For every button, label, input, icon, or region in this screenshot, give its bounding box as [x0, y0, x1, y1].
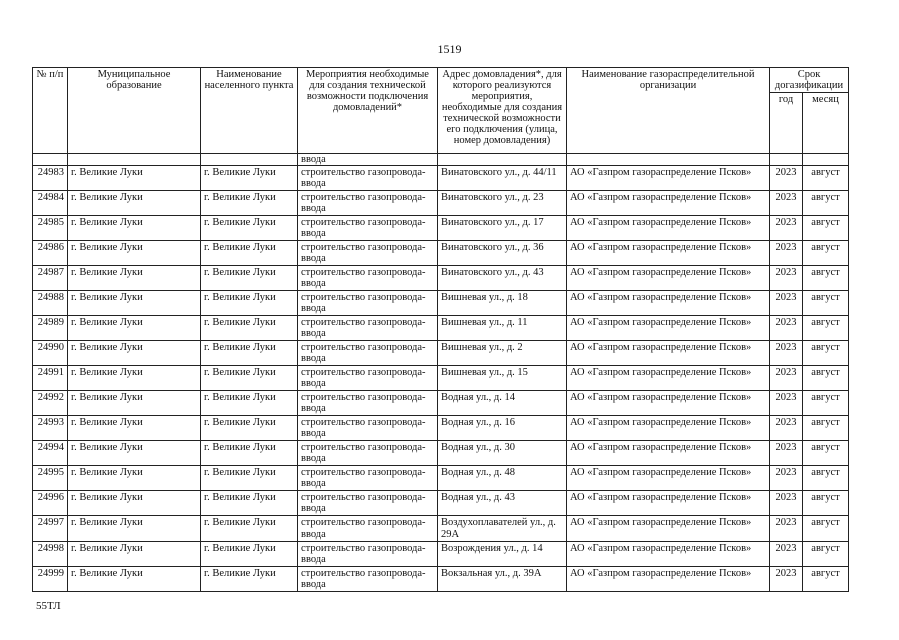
month-cell: август [803, 216, 849, 241]
measure-cell: строительство газопровода-ввода [298, 216, 438, 241]
municipality-cell: г. Великие Луки [68, 266, 201, 291]
year-cell: 2023 [770, 541, 803, 566]
header-org: Наименование газораспределительной организации [567, 68, 770, 154]
org-cell: АО «Газпром газораспределение Псков» [567, 416, 770, 441]
month-cell: август [803, 291, 849, 316]
org-cell: АО «Газпром газораспределение Псков» [567, 166, 770, 191]
row-number: 24996 [33, 491, 68, 516]
month-cell: август [803, 266, 849, 291]
year-cell: 2023 [770, 241, 803, 266]
year-cell: 2023 [770, 166, 803, 191]
settlement-cell: г. Великие Луки [201, 566, 298, 591]
measure-cell: строительство газопровода-ввода [298, 291, 438, 316]
month-cell: август [803, 391, 849, 416]
row-number: 24997 [33, 516, 68, 541]
row-number: 24983 [33, 166, 68, 191]
table-body [33, 154, 849, 592]
year-cell: 2023 [770, 416, 803, 441]
settlement-cell: г. Великие Луки [201, 366, 298, 391]
row-number: 24989 [33, 316, 68, 341]
month-cell: август [803, 366, 849, 391]
header-measures: Мероприятия необходимые для создания технической возможности подключения домовладений* [298, 68, 438, 154]
measure-cell: строительство газопровода-ввода [298, 241, 438, 266]
row-number: 24988 [33, 291, 68, 316]
settlement-cell: г. Великие Луки [201, 341, 298, 366]
month-cell: август [803, 316, 849, 341]
org-cell: АО «Газпром газораспределение Псков» [567, 541, 770, 566]
org-cell: АО «Газпром газораспределение Псков» [567, 516, 770, 541]
table-row [33, 466, 849, 491]
table-row [33, 191, 849, 216]
settlement-cell: г. Великие Луки [201, 466, 298, 491]
settlement-cell: г. Великие Луки [201, 316, 298, 341]
table-row [33, 566, 849, 591]
measure-cell: строительство газопровода-ввода [298, 266, 438, 291]
measure-cell: строительство газопровода-ввода [298, 416, 438, 441]
municipality-cell: г. Великие Луки [68, 366, 201, 391]
address-cell: Винатовского ул., д. 44/11 [438, 166, 567, 191]
settlement-cell: г. Великие Луки [201, 191, 298, 216]
municipality-cell: г. Великие Луки [68, 291, 201, 316]
address-cell: Водная ул., д. 16 [438, 416, 567, 441]
month-cell: август [803, 341, 849, 366]
address-cell: Водная ул., д. 30 [438, 441, 567, 466]
header-settlement: Наименование населенного пункта [201, 68, 298, 154]
settlement-cell: г. Великие Луки [201, 416, 298, 441]
measure-cell: строительство газопровода-ввода [298, 491, 438, 516]
measure-cell: строительство газопровода-ввода [298, 191, 438, 216]
row-number: 24993 [33, 416, 68, 441]
settlement-cell: г. Великие Луки [201, 166, 298, 191]
municipality-cell: г. Великие Луки [68, 491, 201, 516]
year-cell: 2023 [770, 391, 803, 416]
table-row [33, 416, 849, 441]
measure-cell: строительство газопровода-ввода [298, 566, 438, 591]
footer-code: 55ТЛ [36, 600, 61, 612]
address-cell: Водная ул., д. 43 [438, 491, 567, 516]
month-cell: август [803, 491, 849, 516]
address-cell: Винатовского ул., д. 23 [438, 191, 567, 216]
address-cell: Водная ул., д. 14 [438, 391, 567, 416]
month-cell: август [803, 566, 849, 591]
address-cell: Вишневая ул., д. 15 [438, 366, 567, 391]
month-cell: август [803, 541, 849, 566]
municipality-cell: г. Великие Луки [68, 466, 201, 491]
year-cell: 2023 [770, 341, 803, 366]
measure-cell: строительство газопровода-ввода [298, 341, 438, 366]
month-cell: август [803, 516, 849, 541]
settlement-cell: г. Великие Луки [201, 516, 298, 541]
table-row [33, 266, 849, 291]
measure-cell: строительство газопровода-ввода [298, 516, 438, 541]
gasification-table [32, 67, 849, 592]
year-cell: 2023 [770, 566, 803, 591]
row-number: 24985 [33, 216, 68, 241]
address-cell: Винатовского ул., д. 43 [438, 266, 567, 291]
org-cell: АО «Газпром газораспределение Псков» [567, 566, 770, 591]
year-cell: 2023 [770, 516, 803, 541]
row-number: 24992 [33, 391, 68, 416]
address-cell: Вокзальная ул., д. 39А [438, 566, 567, 591]
settlement-cell: г. Великие Луки [201, 441, 298, 466]
measure-cell: строительство газопровода-ввода [298, 316, 438, 341]
table-row [33, 516, 849, 541]
measure-cell: строительство газопровода-ввода [298, 391, 438, 416]
row-number: 24986 [33, 241, 68, 266]
municipality-cell: г. Великие Луки [68, 391, 201, 416]
org-cell: АО «Газпром газораспределение Псков» [567, 491, 770, 516]
table-row [33, 366, 849, 391]
header-municipality: Муниципальное образование [68, 68, 201, 154]
row-number: 24991 [33, 366, 68, 391]
org-cell: АО «Газпром газораспределение Псков» [567, 216, 770, 241]
municipality-cell: г. Великие Луки [68, 341, 201, 366]
address-cell: Вишневая ул., д. 11 [438, 316, 567, 341]
continuation-row [33, 154, 849, 166]
table-row [33, 241, 849, 266]
year-cell: 2023 [770, 441, 803, 466]
settlement-cell: г. Великие Луки [201, 391, 298, 416]
address-cell: Вишневая ул., д. 2 [438, 341, 567, 366]
municipality-cell: г. Великие Луки [68, 216, 201, 241]
header-month: месяц [803, 93, 849, 154]
settlement-cell: г. Великие Луки [201, 291, 298, 316]
org-cell: АО «Газпром газораспределение Псков» [567, 241, 770, 266]
org-cell: АО «Газпром газораспределение Псков» [567, 291, 770, 316]
table-row [33, 216, 849, 241]
org-cell: АО «Газпром газораспределение Псков» [567, 191, 770, 216]
year-cell: 2023 [770, 316, 803, 341]
year-cell: 2023 [770, 266, 803, 291]
month-cell: август [803, 466, 849, 491]
org-cell: АО «Газпром газораспределение Псков» [567, 441, 770, 466]
municipality-cell: г. Великие Луки [68, 541, 201, 566]
address-cell: Воздухоплавателей ул., д. 29А [438, 516, 567, 541]
measure-cell: строительство газопровода-ввода [298, 441, 438, 466]
org-cell: АО «Газпром газораспределение Псков» [567, 341, 770, 366]
row-number: 24990 [33, 341, 68, 366]
row-number: 24998 [33, 541, 68, 566]
continuation-text: ввода [298, 154, 438, 166]
measure-cell: строительство газопровода-ввода [298, 466, 438, 491]
month-cell: август [803, 241, 849, 266]
settlement-cell: г. Великие Луки [201, 491, 298, 516]
year-cell: 2023 [770, 191, 803, 216]
settlement-cell: г. Великие Луки [201, 266, 298, 291]
settlement-cell: г. Великие Луки [201, 216, 298, 241]
municipality-cell: г. Великие Луки [68, 516, 201, 541]
org-cell: АО «Газпром газораспределение Псков» [567, 391, 770, 416]
table-row [33, 541, 849, 566]
row-number: 24987 [33, 266, 68, 291]
measure-cell: строительство газопровода-ввода [298, 366, 438, 391]
municipality-cell: г. Великие Луки [68, 416, 201, 441]
year-cell: 2023 [770, 491, 803, 516]
address-cell: Винатовского ул., д. 36 [438, 241, 567, 266]
year-cell: 2023 [770, 291, 803, 316]
table-row [33, 166, 849, 191]
settlement-cell: г. Великие Луки [201, 241, 298, 266]
header-term: Срок догазификации [770, 68, 849, 93]
municipality-cell: г. Великие Луки [68, 441, 201, 466]
org-cell: АО «Газпром газораспределение Псков» [567, 316, 770, 341]
row-number: 24994 [33, 441, 68, 466]
header-year: год [770, 93, 803, 154]
address-cell: Винатовского ул., д. 17 [438, 216, 567, 241]
month-cell: август [803, 166, 849, 191]
table-row [33, 341, 849, 366]
settlement-cell: г. Великие Луки [201, 541, 298, 566]
year-cell: 2023 [770, 366, 803, 391]
table-row [33, 291, 849, 316]
year-cell: 2023 [770, 216, 803, 241]
municipality-cell: г. Великие Луки [68, 566, 201, 591]
page-number: 1519 [437, 42, 462, 56]
org-cell: АО «Газпром газораспределение Псков» [567, 466, 770, 491]
table-row [33, 316, 849, 341]
table-row [33, 491, 849, 516]
municipality-cell: г. Великие Луки [68, 316, 201, 341]
address-cell: Вишневая ул., д. 18 [438, 291, 567, 316]
org-cell: АО «Газпром газораспределение Псков» [567, 366, 770, 391]
municipality-cell: г. Великие Луки [68, 166, 201, 191]
org-cell: АО «Газпром газораспределение Псков» [567, 266, 770, 291]
measure-cell: строительство газопровода-ввода [298, 541, 438, 566]
month-cell: август [803, 416, 849, 441]
address-cell: Водная ул., д. 48 [438, 466, 567, 491]
municipality-cell: г. Великие Луки [68, 241, 201, 266]
month-cell: август [803, 441, 849, 466]
table-row [33, 441, 849, 466]
table-row [33, 391, 849, 416]
month-cell: август [803, 191, 849, 216]
measure-cell: строительство газопровода-ввода [298, 166, 438, 191]
municipality-cell: г. Великие Луки [68, 191, 201, 216]
row-number: 24984 [33, 191, 68, 216]
header-address: Адрес домовладения*, для которого реализуются мероприятия, необходимые для создания технической возможности его подключения (улица, номер домовладения) [438, 68, 567, 154]
row-number: 24995 [33, 466, 68, 491]
row-number: 24999 [33, 566, 68, 591]
header-num: № п/п [33, 68, 68, 154]
address-cell: Возрождения ул., д. 14 [438, 541, 567, 566]
year-cell: 2023 [770, 466, 803, 491]
